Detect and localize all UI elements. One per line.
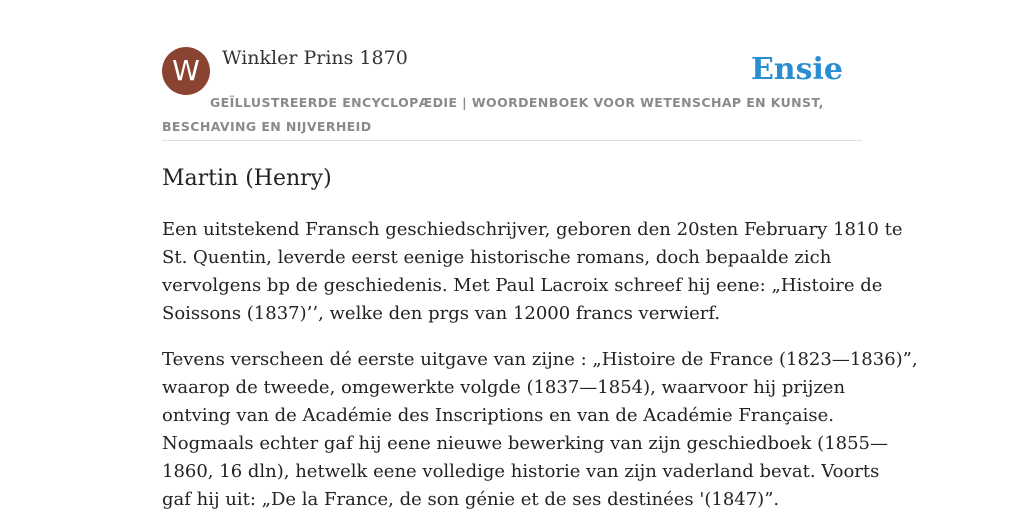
book-subtitle: GEÏLLUSTREERDE ENCYCLOPÆDIE | WOORDENBOEK VOOR WETENSCHAP EN KUNST, BESCHAVING EN NIJVERHEID <box>162 95 824 134</box>
text-line: 1860, 16 dln), hetwelk eene volledige historie van zijn vaderland bevat. Voorts <box>162 461 880 482</box>
book-avatar[interactable]: W <box>162 47 210 95</box>
text-line: waarop de tweede, omgewerkte volgde (1837—1854), waarvoor hij prijzen <box>162 377 846 398</box>
book-header <box>162 46 862 141</box>
entry-body <box>162 216 918 512</box>
text-line: gaf hij uit: „De la France, de son génie et de ses destinées '(1847)”. <box>162 489 780 510</box>
text-line: ontving van de Académie des Inscriptions en van de Académie Française. <box>162 405 835 426</box>
entry-title: Martin (Henry) <box>162 166 332 191</box>
text-line: Tevens verscheen dé eerste uitgave van zijne : „Histoire de France (1823—1836)”, <box>162 349 918 370</box>
paragraph <box>162 216 903 328</box>
text-line: Een uitstekend Fransch geschiedschrijver, geboren den 20sten February 1810 te <box>162 219 903 240</box>
book-title[interactable]: Winkler Prins 1870 <box>222 47 408 69</box>
text-line: Nogmaals echter gaf hij eene nieuwe bewerking van zijn geschiedboek (1855— <box>162 433 889 454</box>
ensie-logo[interactable]: Ensie <box>750 52 843 87</box>
paragraph <box>162 346 918 512</box>
text-line: Soissons (1837)’’, welke den prgs van 12000 francs verwierf. <box>162 303 721 324</box>
text-line: St. Quentin, leverde eerst eenige historische romans, doch bepaalde zich <box>162 247 832 268</box>
text-line: vervolgens bp de geschiedenis. Met Paul Lacroix schreef hij eene: „Histoire de <box>162 275 883 296</box>
